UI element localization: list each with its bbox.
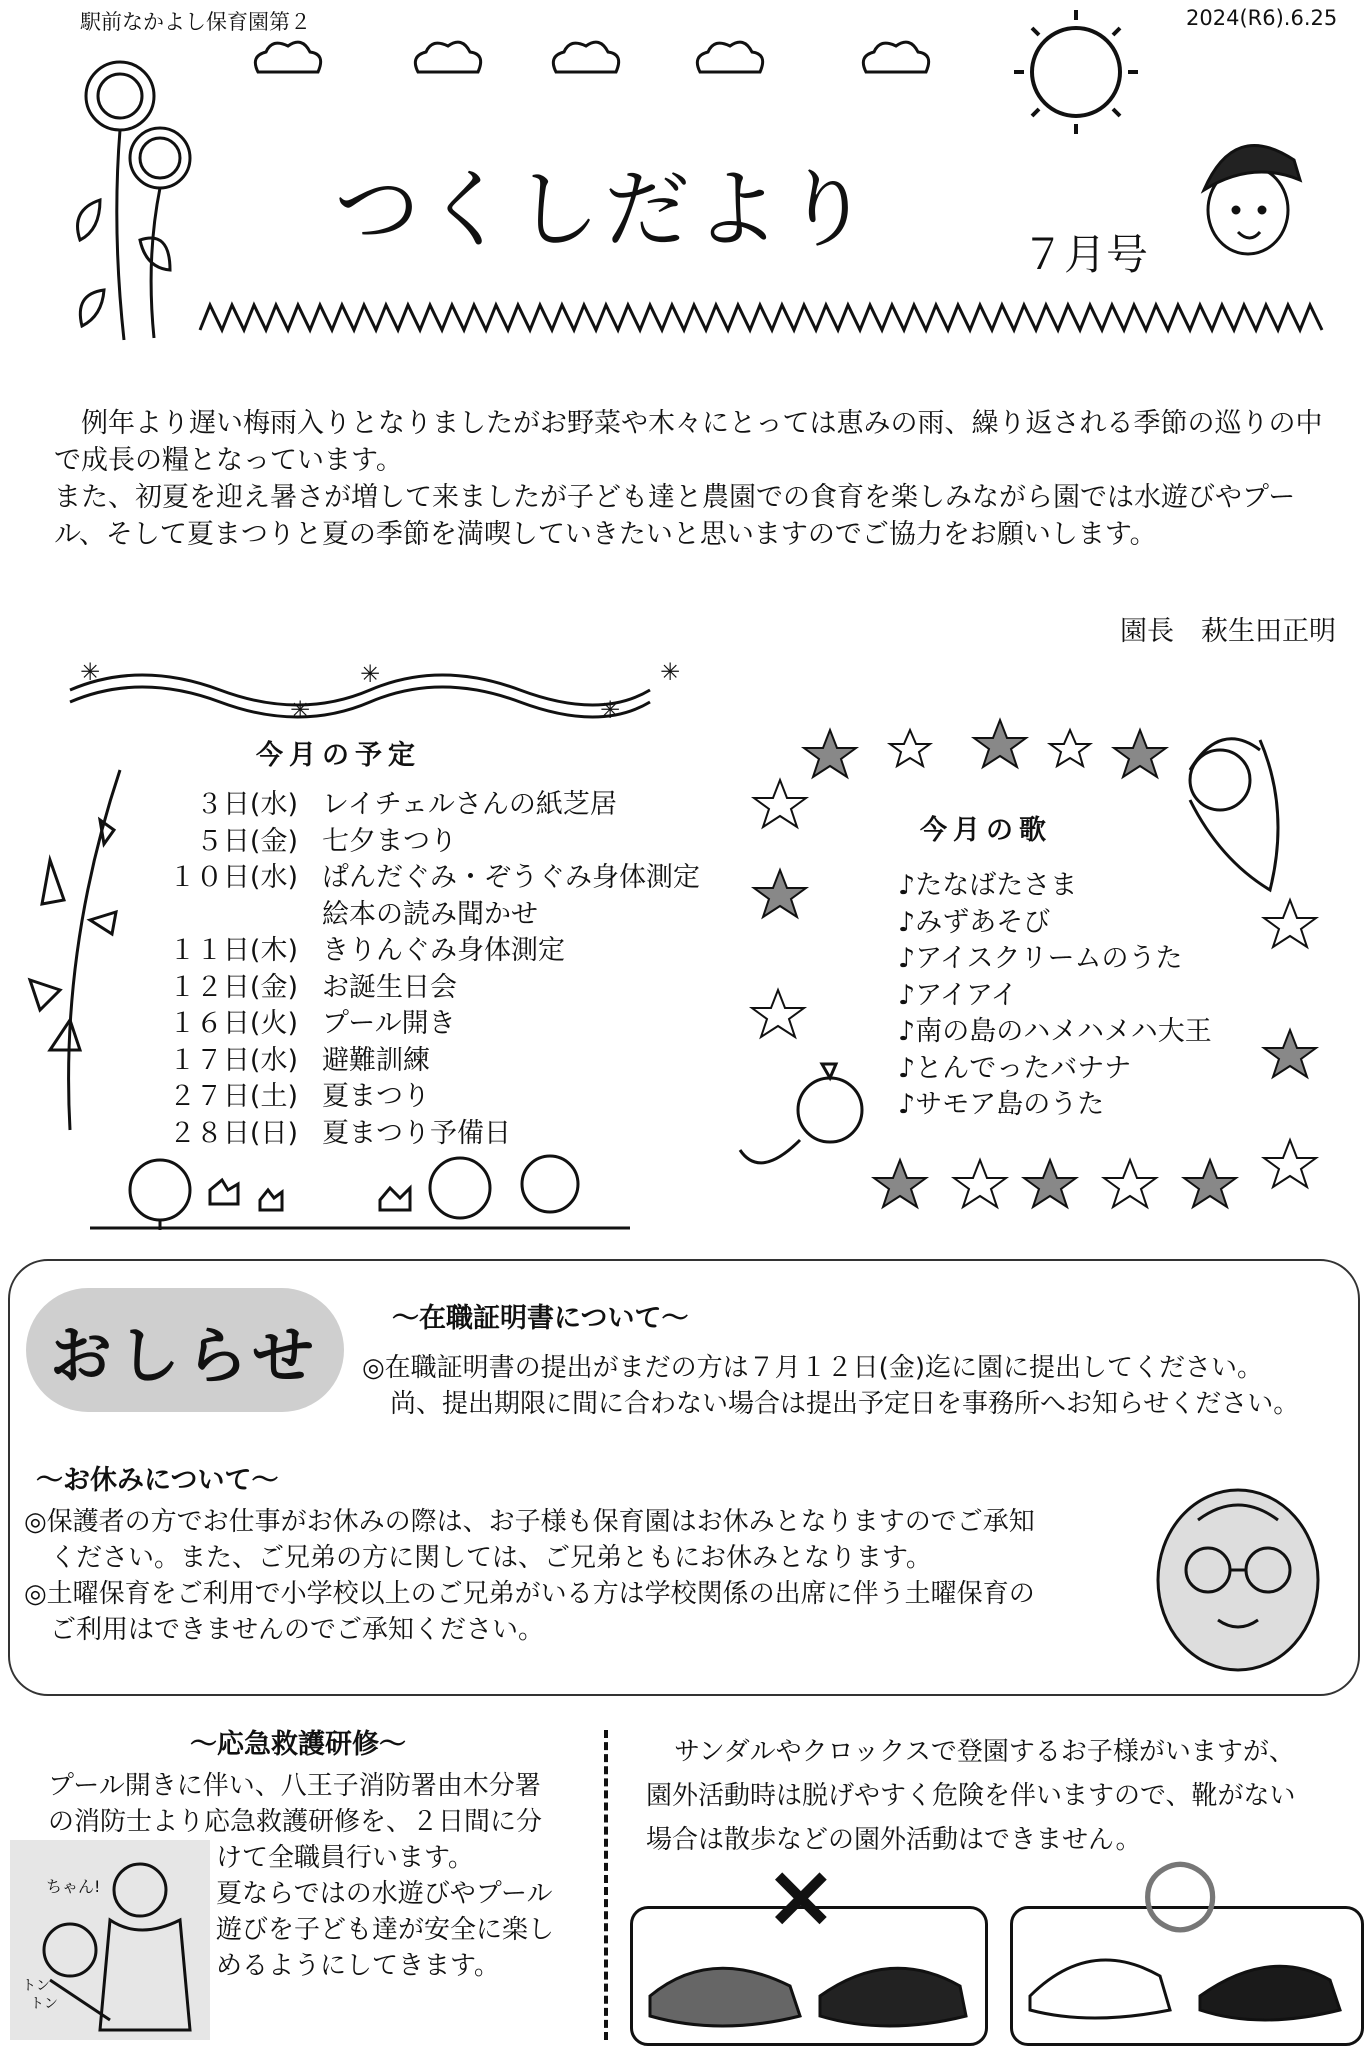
star-icon <box>1264 1140 1316 1187</box>
first-aid-line: プール開きに伴い、八王子消防署由木分署 <box>48 1771 541 1801</box>
illustration-caption: トン <box>30 1996 58 2012</box>
star-icon <box>754 780 806 827</box>
sparkle-icon: ✳ <box>660 658 681 686</box>
song-item: ♪みずあそび <box>898 906 1051 938</box>
schedule-row <box>140 970 700 1007</box>
star-icon <box>1114 730 1166 777</box>
first-aid-line: 夏ならではの水遊びやプール <box>216 1879 553 1909</box>
star-icon <box>1024 1160 1076 1207</box>
star-icon <box>1050 730 1090 766</box>
schedule-date: １７日(水) <box>168 1044 298 1076</box>
schedule-row <box>140 1116 700 1153</box>
sandals-icon <box>640 1916 976 2034</box>
cloud-icon <box>863 42 928 72</box>
song-item: ♪たなばたさま <box>898 870 1078 901</box>
schedule-title: 今月の予定 <box>256 740 421 771</box>
cert-line: 尚、提出期限に間に合わない場合は提出予定日を事務所へお知らせください。 <box>390 1389 1300 1419</box>
star-icon <box>754 870 806 917</box>
star-icon <box>874 1160 926 1207</box>
star-icon <box>954 1160 1006 1207</box>
schedule-date: ２７日(土) <box>168 1081 298 1112</box>
holiday-line: ご利用はできませんのでご承知ください。 <box>50 1615 545 1645</box>
sparkle-icon: ✳ <box>80 658 101 686</box>
schedule-date <box>140 897 298 934</box>
star-icon <box>804 730 856 777</box>
issue-date: 2024(R6).6.25 <box>1186 6 1338 30</box>
cloud-icon <box>553 42 618 72</box>
first-aid-line: 遊びを子ども達が安全に楽し <box>216 1915 555 1945</box>
greeting-paragraph: また、初夏を迎え暑さが増して来ましたが子ども達と農園での食育を楽しみながら園では水遊びやプール、そして夏まつりと夏の季節を満喫していきたいと思いますのでご協力をお願いします。 <box>54 482 1296 550</box>
schedule-event: お誕生日会 <box>322 971 457 1003</box>
schedule-row <box>140 824 700 861</box>
first-aid-text-bottom <box>216 1840 554 1984</box>
star-icon <box>890 730 930 766</box>
schedule-date: ５日(金) <box>195 825 298 857</box>
star-icon <box>1184 1160 1236 1207</box>
holiday-line: ◎土曜保育をご利用で小学校以上のご兄弟がいる方は学校関係の出席に伴う土曜保育の <box>24 1579 1035 1609</box>
star-icon <box>1104 1160 1156 1207</box>
schedule-event: プール開き <box>322 1008 456 1039</box>
sunflower-icon <box>78 62 191 340</box>
sparkle-icon: ✳ <box>600 696 621 724</box>
issue-label: ７月号 <box>1022 230 1149 279</box>
first-aid-line: めるようにしてきます。 <box>216 1951 500 1981</box>
schedule-row <box>140 897 700 934</box>
schedule-row <box>140 933 700 970</box>
kids-illustration <box>90 1150 640 1230</box>
schedule-row <box>140 787 700 824</box>
sun-icon <box>1014 10 1138 134</box>
dog-icon <box>380 1188 410 1210</box>
schedule-row <box>140 1006 700 1043</box>
cert-text <box>362 1350 1299 1422</box>
songs-title: 今月の歌 <box>920 815 1052 846</box>
first-aid-line: けて全職員行います。 <box>216 1843 474 1873</box>
cloud-icon <box>255 42 320 72</box>
schedule-event: きりんぐみ身体測定 <box>322 935 565 966</box>
greeting-paragraph: 例年より遅い梅雨入りとなりましたがお野菜や木々にとっては恵みの雨、繰り返される季節の巡りの中で成長の糧となっています。 <box>54 408 1323 476</box>
child-icon <box>1204 145 1300 254</box>
star-icon <box>1264 900 1316 947</box>
ng-mark: × <box>764 1844 838 1947</box>
holiday-line: ください。また、ご兄弟の方に関しては、ご兄弟ともにお休みとなります。 <box>50 1543 932 1573</box>
sneakers-icon <box>1020 1916 1350 2034</box>
bamboo-illustration <box>10 760 140 1140</box>
shoes-line: サンダルやクロックスで登園するお子様がいますが、 <box>674 1737 1295 1767</box>
schedule-date: ２８日(日) <box>168 1117 298 1149</box>
wave-divider <box>60 658 681 724</box>
songs-list <box>898 868 1212 1124</box>
sparkle-icon: ✳ <box>360 660 381 688</box>
schedule-date: １０日(水) <box>168 862 298 893</box>
song-item: ♪アイアイ <box>898 979 1018 1011</box>
schedule-event: 夏まつり <box>322 1081 430 1112</box>
holiday-line: ◎保護者の方でお仕事がお休みの際は、お子様も保育園はお休みとなりますのでご承知 <box>24 1507 1035 1537</box>
first-aid-text-top <box>48 1768 542 1840</box>
shoes-line: 場合は散歩などの園外活動はできません。 <box>646 1825 1142 1855</box>
schedule-event: 絵本の読み聞かせ <box>322 898 538 930</box>
newsletter-title: つくしだより <box>334 160 874 260</box>
schedule-list <box>140 787 700 1152</box>
song-item: ♪南の島のハメハメハ大王 <box>898 1016 1212 1047</box>
notice-label: おしらせ <box>26 1288 344 1412</box>
shoes-line: 園外活動時は脱げやすく危険を伴いますので、靴がない <box>646 1781 1296 1811</box>
grandpa-icon <box>1138 1470 1338 1680</box>
cat-icon <box>260 1190 282 1210</box>
schedule-event: ぱんだぐみ・ぞうぐみ身体測定 <box>322 862 700 893</box>
holiday-text <box>24 1504 1035 1648</box>
schedule-row <box>140 1043 700 1080</box>
star-icon <box>1264 1030 1316 1077</box>
cert-heading: ～在職証明書について～ <box>392 1303 689 1334</box>
cat-icon <box>210 1180 238 1204</box>
schedule-event: レイチェルさんの紙芝居 <box>322 789 617 820</box>
dashed-divider <box>604 1730 608 2040</box>
cloud-icon <box>697 42 762 72</box>
holiday-heading: ～お休みについて～ <box>36 1465 279 1496</box>
illustration-caption: トン <box>22 1978 50 1994</box>
star-icon <box>974 720 1026 767</box>
schedule-event: 避難訓練 <box>322 1044 430 1076</box>
hikoboshi-icon <box>740 1064 862 1163</box>
grass-border <box>200 305 1322 330</box>
schedule-date: １２日(金) <box>168 971 298 1003</box>
ok-mark: ○ <box>1140 1836 1221 1943</box>
greeting-text <box>54 405 1324 553</box>
schedule-event: 夏まつり予備日 <box>322 1117 511 1149</box>
cloud-icons <box>255 42 928 72</box>
principal-signature: 園長 萩生田正明 <box>1120 616 1336 647</box>
schedule-date: １６日(火) <box>168 1008 298 1039</box>
schedule-date: １１日(木) <box>168 935 298 966</box>
cert-line: ◎在職証明書の提出がまだの方は７月１２日(金)迄に園に提出してください。 <box>362 1353 1263 1383</box>
schedule-row <box>140 860 700 897</box>
illustration-caption: ちゃん! <box>46 1877 101 1896</box>
star-icon <box>752 990 804 1037</box>
first-aid-illustration <box>10 1840 210 2040</box>
sparkle-icon: ✳ <box>290 696 311 724</box>
song-item: ♪サモア島のうた <box>898 1089 1105 1120</box>
first-aid-heading: ～応急救護研修～ <box>190 1729 406 1760</box>
song-item: ♪アイスクリームのうた <box>898 943 1183 974</box>
schedule-date: ３日(水) <box>195 789 298 820</box>
schedule-event: 七夕まつり <box>322 825 457 857</box>
cloud-icon <box>415 42 480 72</box>
song-item: ♪とんでったバナナ <box>898 1052 1132 1084</box>
school-name: 駅前なかよし保育園第２ <box>80 10 311 34</box>
first-aid-line: の消防士より応急救護研修を、２日間に分 <box>48 1807 543 1837</box>
schedule-row <box>140 1079 700 1116</box>
